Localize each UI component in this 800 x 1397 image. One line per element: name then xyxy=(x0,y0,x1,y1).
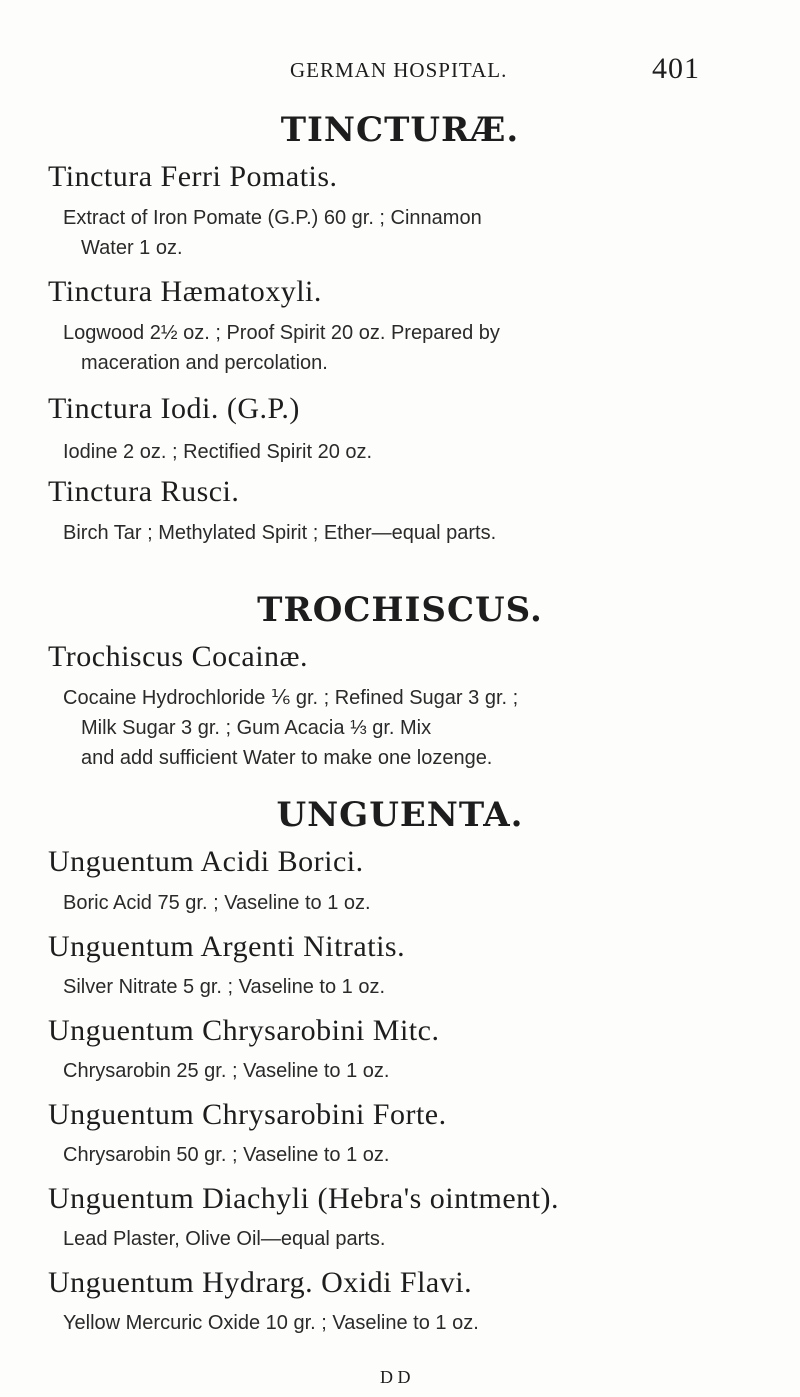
desc-line: Logwood 2½ oz. ; Proof Spirit 20 oz. Prepared by xyxy=(63,322,500,344)
desc-line: and add sufficient Water to make one lozenge. xyxy=(81,747,493,769)
entry-name: Tinctura Iodi. (G.P.) xyxy=(48,392,300,425)
entry-desc xyxy=(63,1140,753,1170)
desc-line: Chrysarobin 25 gr. ; Vaseline to 1 oz. xyxy=(63,1060,390,1082)
desc-line: Water 1 oz. xyxy=(81,237,183,259)
desc-line: Lead Plaster, Olive Oil—equal parts. xyxy=(63,1228,386,1250)
page-number: 401 xyxy=(652,52,700,85)
section-heading-tincturae: TINCTURÆ. xyxy=(280,110,520,150)
entry-desc xyxy=(63,518,753,548)
entry-name: Unguentum Chrysarobini Forte. xyxy=(48,1098,447,1131)
desc-line: maceration and percolation. xyxy=(81,352,328,374)
desc-line: Milk Sugar 3 gr. ; Gum Acacia ⅓ gr. Mix xyxy=(81,717,432,739)
entry-desc xyxy=(63,437,753,467)
entry-desc xyxy=(63,683,753,773)
entry-name: Unguentum Argenti Nitratis. xyxy=(48,930,406,963)
entry-name: Unguentum Chrysarobini Mitc. xyxy=(48,1014,440,1047)
desc-line: Yellow Mercuric Oxide 10 gr. ; Vaseline to 1 oz. xyxy=(63,1312,479,1334)
entry-name: Unguentum Acidi Borici. xyxy=(48,845,364,878)
entry-desc xyxy=(63,1308,753,1338)
desc-line: Boric Acid 75 gr. ; Vaseline to 1 oz. xyxy=(63,892,371,914)
entry-desc xyxy=(63,972,753,1002)
entry-name: Tinctura Rusci. xyxy=(48,475,240,508)
desc-line: Extract of Iron Pomate (G.P.) 60 gr. ; Cinnamon xyxy=(63,207,482,229)
section-heading-unguenta: UNGUENTA. xyxy=(276,795,524,835)
entry-desc xyxy=(63,318,753,378)
desc-line: Cocaine Hydrochloride ⅙ gr. ; Refined Sugar 3 gr. ; xyxy=(63,687,519,709)
entry-name: Unguentum Diachyli (Hebra's ointment). xyxy=(48,1182,559,1215)
entry-desc xyxy=(63,888,753,918)
entry-desc xyxy=(63,203,753,263)
desc-line: Silver Nitrate 5 gr. ; Vaseline to 1 oz. xyxy=(63,976,386,998)
section-heading-trochiscus: TROCHISCUS. xyxy=(257,590,543,630)
entry-name: Tinctura Hæmatoxyli. xyxy=(48,275,322,308)
running-title: GERMAN HOSPITAL. xyxy=(290,58,508,82)
desc-line: Birch Tar ; Methylated Spirit ; Ether—equal parts. xyxy=(63,522,497,544)
entry-name: Unguentum Hydrarg. Oxidi Flavi. xyxy=(48,1266,473,1299)
entry-name: Trochiscus Cocainæ. xyxy=(48,640,309,673)
desc-line: Iodine 2 oz. ; Rectified Spirit 20 oz. xyxy=(63,441,373,463)
entry-desc xyxy=(63,1224,753,1254)
desc-line: Chrysarobin 50 gr. ; Vaseline to 1 oz. xyxy=(63,1144,390,1166)
entry-desc xyxy=(63,1056,753,1086)
entry-name: Tinctura Ferri Pomatis. xyxy=(48,160,338,193)
signature-mark: D D xyxy=(380,1367,411,1387)
